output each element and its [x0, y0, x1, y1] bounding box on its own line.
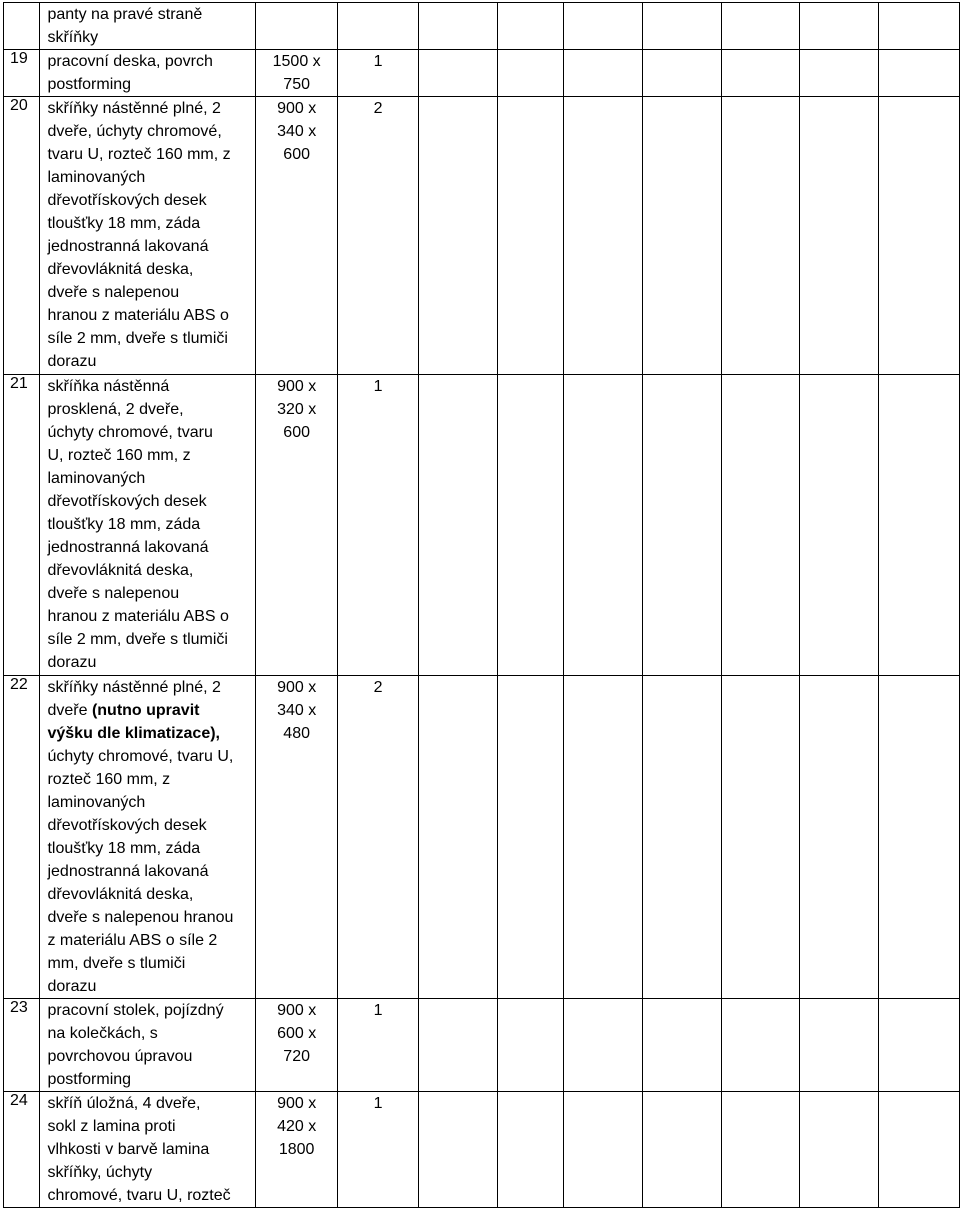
spec-table [3, 2, 960, 1208]
item-quantity: 2 [338, 97, 419, 375]
item-description: skříňky nástěnné plné, 2 dveře (nutno upravit výšku dle klimatizace), úchyty chromové, tvaru U, rozteč 160 mm, z laminovaných dřevotřískových desek tloušťky 18 mm, záda jednostranná lakovaná dřevovláknitá deska, dveře s nalepenou hranou z materiálu ABS o síle 2 mm, dveře s tlumiči dorazu [40, 676, 256, 999]
empty-cell [498, 97, 563, 375]
item-dimensions: 900 x 600 x 720 [256, 999, 338, 1092]
empty-cell [563, 676, 642, 999]
empty-cell [800, 50, 879, 97]
empty-cell [498, 1092, 563, 1208]
item-dimensions: 900 x 320 x 600 [256, 375, 338, 676]
empty-cell [563, 50, 642, 97]
row-number [4, 3, 40, 50]
empty-cell [498, 375, 563, 676]
item-description: skříň úložná, 4 dveře, sokl z lamina proti vlhkosti v barvě lamina skříňky, úchyty chromové, tvaru U, rozteč [40, 1092, 256, 1208]
item-quantity: 1 [338, 999, 419, 1092]
empty-cell [642, 999, 721, 1092]
empty-cell [563, 97, 642, 375]
table-row [4, 1092, 960, 1208]
empty-cell [800, 999, 879, 1092]
empty-cell [878, 1092, 959, 1208]
item-dimensions: 900 x 420 x 1800 [256, 1092, 338, 1208]
table-row [4, 375, 960, 676]
row-number: 22 [4, 676, 40, 999]
row-number: 24 [4, 1092, 40, 1208]
empty-cell [498, 999, 563, 1092]
empty-cell [498, 676, 563, 999]
empty-cell [721, 50, 800, 97]
empty-cell [721, 676, 800, 999]
empty-cell [878, 50, 959, 97]
item-description: skříňka nástěnná prosklená, 2 dveře, úchyty chromové, tvaru U, rozteč 160 mm, z laminovaných dřevotřískových desek tloušťky 18 mm, záda jednostranná lakovaná dřevovláknitá deska, dveře s nalepenou hranou z materiálu ABS o síle 2 mm, dveře s tlumiči dorazu [40, 375, 256, 676]
empty-cell [878, 3, 959, 50]
table-row [4, 999, 960, 1092]
item-description: pracovní stolek, pojízdný na kolečkách, s povrchovou úpravou postforming [40, 999, 256, 1092]
empty-cell [800, 375, 879, 676]
table-row [4, 676, 960, 999]
item-dimensions [256, 3, 338, 50]
empty-cell [800, 676, 879, 999]
table-row [4, 3, 960, 50]
empty-cell [800, 1092, 879, 1208]
empty-cell [800, 3, 879, 50]
row-number: 19 [4, 50, 40, 97]
empty-cell [642, 50, 721, 97]
table-row [4, 50, 960, 97]
row-number: 21 [4, 375, 40, 676]
item-quantity [338, 3, 419, 50]
empty-cell [642, 3, 721, 50]
item-description: panty na pravé straně skříňky [40, 3, 256, 50]
empty-cell [563, 375, 642, 676]
empty-cell [642, 375, 721, 676]
item-dimensions: 900 x 340 x 600 [256, 97, 338, 375]
item-dimensions: 1500 x 750 [256, 50, 338, 97]
empty-cell [878, 375, 959, 676]
empty-cell [642, 97, 721, 375]
empty-cell [418, 3, 497, 50]
empty-cell [721, 1092, 800, 1208]
empty-cell [418, 999, 497, 1092]
empty-cell [721, 97, 800, 375]
empty-cell [800, 97, 879, 375]
empty-cell [642, 1092, 721, 1208]
item-quantity: 2 [338, 676, 419, 999]
table-row [4, 97, 960, 375]
empty-cell [721, 375, 800, 676]
empty-cell [418, 50, 497, 97]
empty-cell [498, 50, 563, 97]
row-number: 23 [4, 999, 40, 1092]
empty-cell [418, 676, 497, 999]
item-quantity: 1 [338, 375, 419, 676]
bold-note: (nutno upravit výšku dle klimatizace), [47, 702, 220, 742]
empty-cell [642, 676, 721, 999]
row-number: 20 [4, 97, 40, 375]
empty-cell [498, 3, 563, 50]
empty-cell [563, 3, 642, 50]
empty-cell [721, 3, 800, 50]
empty-cell [878, 97, 959, 375]
item-quantity: 1 [338, 50, 419, 97]
empty-cell [721, 999, 800, 1092]
item-description: pracovní deska, povrch postforming [40, 50, 256, 97]
empty-cell [878, 999, 959, 1092]
empty-cell [563, 1092, 642, 1208]
empty-cell [418, 97, 497, 375]
item-dimensions: 900 x 340 x 480 [256, 676, 338, 999]
item-description: skříňky nástěnné plné, 2 dveře, úchyty chromové, tvaru U, rozteč 160 mm, z laminovaných dřevotřískových desek tloušťky 18 mm, záda jednostranná lakovaná dřevovláknitá deska, dveře s nalepenou hranou z materiálu ABS o síle 2 mm, dveře s tlumiči dorazu [40, 97, 256, 375]
empty-cell [878, 676, 959, 999]
empty-cell [418, 375, 497, 676]
empty-cell [418, 1092, 497, 1208]
empty-cell [563, 999, 642, 1092]
item-quantity: 1 [338, 1092, 419, 1208]
